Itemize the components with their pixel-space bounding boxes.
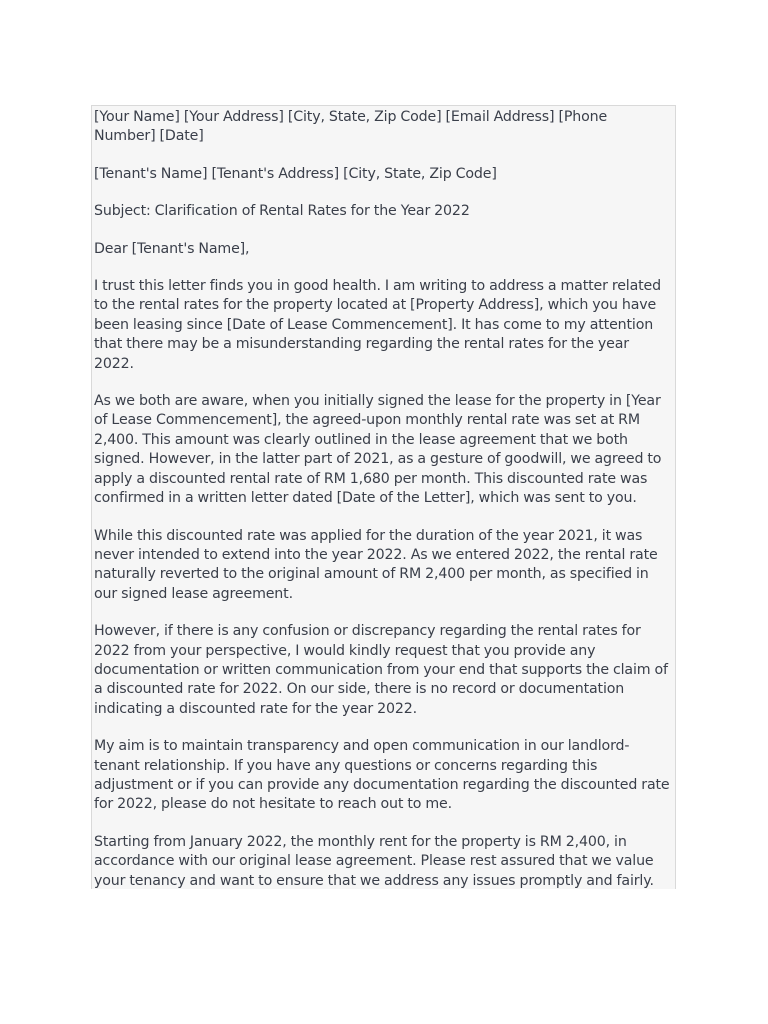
recipient-address-block: [Tenant's Name] [Tenant's Address] [City, State, Zip Code] bbox=[94, 165, 497, 182]
body-paragraph-transparency: My aim is to maintain transparency and open communication in our landlord-tenant relationship. If you have any questions or concerns regarding this adjustment or if you can provide any documentation regarding the discounted rate for 2022, please do not hesitate to reach out to me. bbox=[94, 738, 670, 813]
letter-salutation: Dear [Tenant's Name], bbox=[94, 240, 250, 257]
body-paragraph-discount-duration: While this discounted rate was applied for the duration of the year 2021, it was never intended to extend into the year 2022. As we entered 2022, the rental rate naturally reverted to the original amount of RM 2,400 per month, as specified in our signed lease agreement. bbox=[94, 527, 658, 602]
letter-subject: Subject: Clarification of Rental Rates for the Year 2022 bbox=[94, 203, 470, 220]
body-paragraph-intro: I trust this letter finds you in good health. I am writing to address a matter related to the rental rates for the property located at [Property Address], which you have been leasing since [Date of Lease Commencement]. It has come to my attention that there may be a misunderstanding regarding the rental rates for the year 2022. bbox=[94, 278, 661, 372]
body-paragraph-lease-terms: As we both are aware, when you initially signed the lease for the property in [Year of Lease Commencement], the agreed-upon monthly rental rate was set at RM 2,400. This amount was clearly outlined in the lease agreement that we both signed. However, in the latter part of 2021, as a gesture of goodwill, we agreed to apply a discounted rental rate of RM 1,680 per month. This discounted rate was confirmed in a written letter dated [Date of the Letter], which was sent to you. bbox=[94, 393, 662, 507]
letter-document bbox=[91, 105, 676, 889]
sender-address-block: [Your Name] [Your Address] [City, State, Zip Code] [Email Address] [Phone Number] [Date] bbox=[94, 109, 608, 145]
body-paragraph-current-rent: Starting from January 2022, the monthly rent for the property is RM 2,400, in accordance with our original lease agreement. Please rest assured that we value your tenancy and want to ensure that we address any issues promptly and fairly. bbox=[94, 833, 654, 889]
body-paragraph-documentation-request: However, if there is any confusion or discrepancy regarding the rental rates for 2022 from your perspective, I would kindly request that you provide any documentation or written communication from your end that supports the claim of a discounted rate for 2022. On our side, there is no record or documentation indicating a discounted rate for the year 2022. bbox=[94, 623, 668, 717]
